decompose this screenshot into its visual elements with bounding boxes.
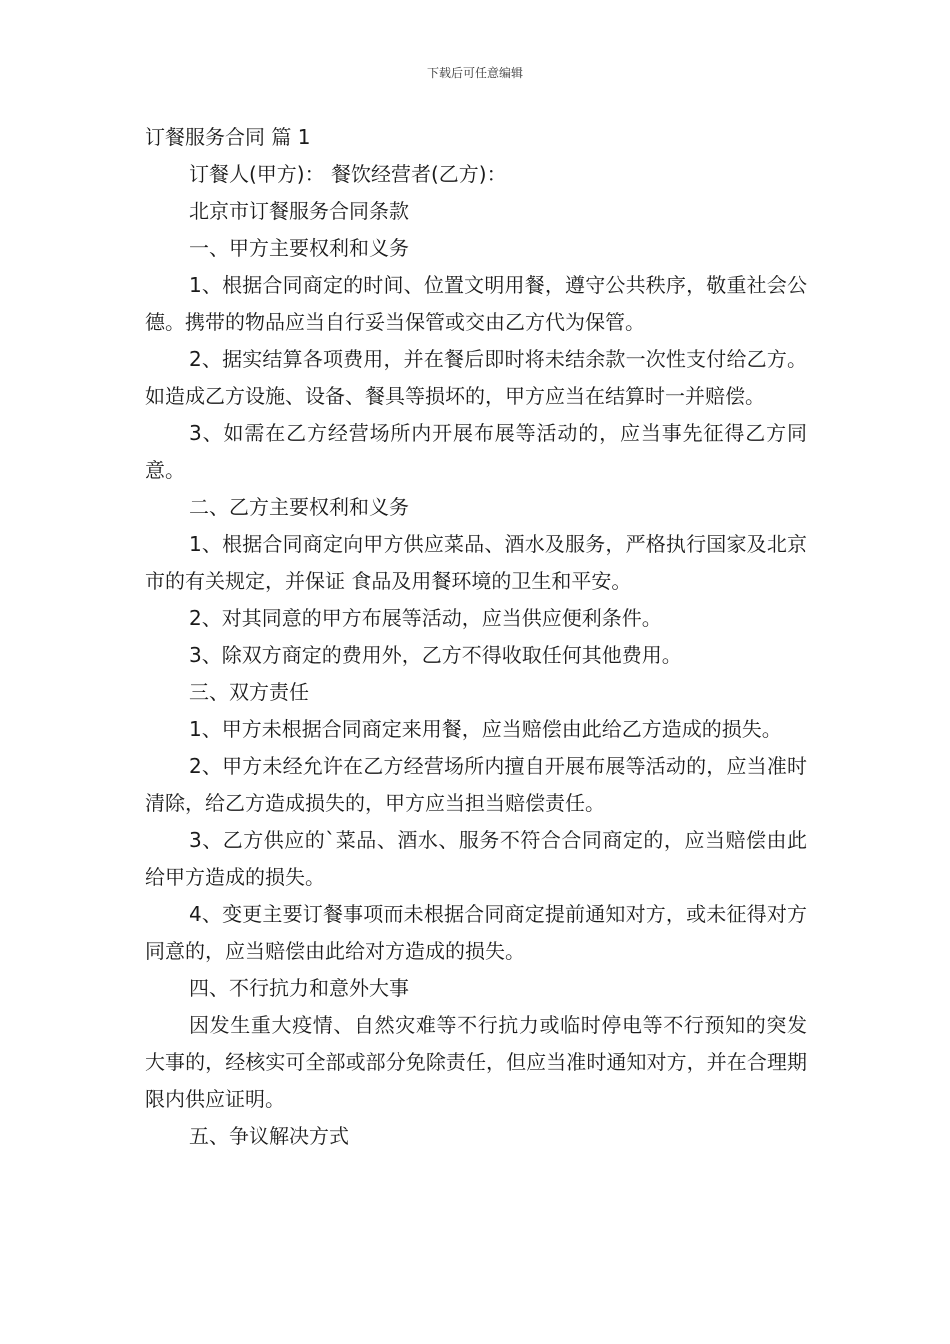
section-1-clause-2: 2、据实结算各项费用，并在餐后即时将未结余款一次性支付给乙方。如造成乙方设施、设备、餐具等损坏的，甲方应当在结算时一并赔偿。 xyxy=(145,347,807,408)
section-3-clause-2: 2、甲方未经允许在乙方经营场所内擅自开展布展等活动的，应当准时清除，给乙方造成损失的，甲方应当担当赔偿责任。 xyxy=(145,754,807,815)
section-3-clause-3: 3、乙方供应的`菜品、酒水、服务不符合合同商定的，应当赔偿由此给甲方造成的损失。 xyxy=(145,828,807,889)
section-2-heading: 二、乙方主要权利和义务 xyxy=(189,495,409,519)
section-1-clause-3: 3、如需在乙方经营场所内开展布展等活动的，应当事先征得乙方同意。 xyxy=(145,421,807,482)
parties-line: 订餐人(甲方)： 餐饮经营者(乙方)： xyxy=(189,162,507,186)
section-4-heading: 四、不行抗力和意外大事 xyxy=(189,976,409,1000)
section-1-heading: 一、甲方主要权利和义务 xyxy=(189,236,409,260)
document-body xyxy=(145,119,807,1155)
section-2-clause-2: 2、对其同意的甲方布展等活动，应当供应便利条件。 xyxy=(189,606,662,630)
document-subtitle: 北京市订餐服务合同条款 xyxy=(189,199,409,223)
section-5-heading: 五、争议解决方式 xyxy=(189,1124,349,1148)
section-3-heading: 三、双方责任 xyxy=(189,680,309,704)
section-4-clause-1: 因发生重大疫情、自然灾难等不行抗力或临时停电等不行预知的突发大事的，经核实可全部或部分免除责任，但应当准时通知对方，并在合理期限内供应证明。 xyxy=(145,1013,807,1111)
section-2-clause-3: 3、除双方商定的费用外，乙方不得收取任何其他费用。 xyxy=(189,643,682,667)
section-2-clause-1: 1、根据合同商定向甲方供应菜品、酒水及服务，严格执行国家及北京市的有关规定，并保证 食品及用餐环境的卫生和平安。 xyxy=(145,532,807,593)
section-1-clause-1: 1、根据合同商定的时间、位置文明用餐，遵守公共秩序，敬重社会公德。携带的物品应当自行妥当保管或交由乙方代为保管。 xyxy=(145,273,807,334)
document-title: 订餐服务合同 篇 1 xyxy=(145,125,311,149)
page-header-note: 下载后可任意编辑 xyxy=(426,66,523,80)
section-3-clause-4: 4、变更主要订餐事项而未根据合同商定提前通知对方，或未征得对方同意的，应当赔偿由此给对方造成的损失。 xyxy=(145,902,807,963)
section-3-clause-1: 1、甲方未根据合同商定来用餐，应当赔偿由此给乙方造成的损失。 xyxy=(189,717,782,741)
